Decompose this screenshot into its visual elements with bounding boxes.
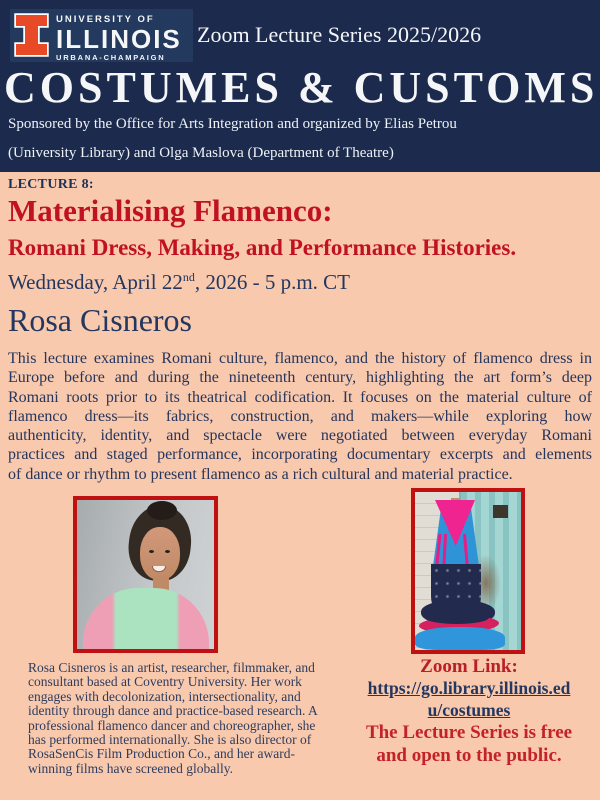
text-line: This lecture examines Romani culture, flamenco, and the history of flamenco dress in [8,350,592,367]
text-line: flamenco dress—its fabrics, construction, and makers—while exploring how [8,407,592,425]
speaker-bio [28,661,334,776]
zoom-link-label: Zoom Link: [420,656,518,677]
text-line: Europe before and during the nineteenth century, highlighting the art form’s deep [8,369,592,387]
text-line: Sponsored by the Office for Arts Integration and organized by Elias Petrou [8,116,457,132]
speaker-portrait-photo [73,496,218,653]
poster-title: COSTUMES & CUSTOMS [4,63,599,112]
portrait-art [77,500,214,649]
free-admission-note-line1: The Lecture Series is free [365,722,573,743]
text-line: has performed internationally. She is also director of [28,732,312,748]
text-line: practices and staged performance, incorporating documentary excerpts and elements [8,446,592,464]
series-title: Zoom Lecture Series 2025/2026 [197,22,482,47]
text-line: RosaSenCis Film Production Co., and her award- [28,746,295,762]
portrait-eye-right [165,550,170,553]
lecture-datetime [8,270,350,295]
text-line: engages with decolonization, intersectionality, and [28,688,301,704]
sponsor-text [8,110,592,168]
logo-university-of: UNIVERSITY OF [56,14,155,25]
lecture-title: Materialising Flamenco: [8,193,333,228]
logo-urbana-champaign: URBANA-CHAMPAIGN [56,53,166,62]
dress-bg-window [493,505,508,518]
text-line: winning films have screened globally. [28,760,233,776]
zoom-link-block [345,655,593,766]
lecture-description [8,349,592,484]
text-line: (University Library) and Olga Maslova (Department of Theatre) [8,145,394,161]
portrait-hair-bun [147,501,177,520]
uiuc-wordmark [56,14,182,62]
text-line: authenticity, identity, and spectacle were negotiated between everyday Romani [8,427,592,445]
date-ordinal: nd [182,270,195,284]
uiuc-logo [10,9,193,62]
free-admission-note-line2: and open to the public. [376,744,562,766]
date-time: , 2026 - 5 p.m. CT [194,270,351,294]
dress-navy-ruffle [425,611,489,624]
text-line: of dance or rhythm to present flamenco as a rich cultural and material practice. [8,465,513,483]
dress-art [415,492,521,650]
text-line: Rosa Cisneros is an artist, researcher, filmmaker, and [28,660,315,675]
block-i-icon [13,12,50,58]
zoom-link-url-line1[interactable]: https://go.library.illinois.ed [367,678,571,698]
flamenco-dress-photo [411,488,525,654]
portrait-sweater [83,588,209,649]
portrait-eye-left [149,550,154,553]
dress-blue-ruffle [415,627,505,650]
text-line: consultant based at Coventry University. Her work [28,674,302,690]
zoom-link-url-line2[interactable]: u/costumes [427,699,511,720]
date-main: Wednesday, April 22 [8,270,183,294]
lecture-subtitle: Romani Dress, Making, and Performance Histories. [8,235,517,260]
text-line: professional flamenco dancer and choreographer, she [28,717,316,733]
lecture-number-label: LECTURE 8: [8,177,94,192]
logo-illinois: ILLINOIS [56,24,182,54]
text-line: identity through dance and practice-based research. A [28,703,318,719]
speaker-name: Rosa Cisneros [8,302,192,338]
header [0,0,600,172]
text-line: Romani roots prior to its theatrical codification. It focuses on the material culture of [8,388,592,406]
portrait-face [140,527,180,580]
